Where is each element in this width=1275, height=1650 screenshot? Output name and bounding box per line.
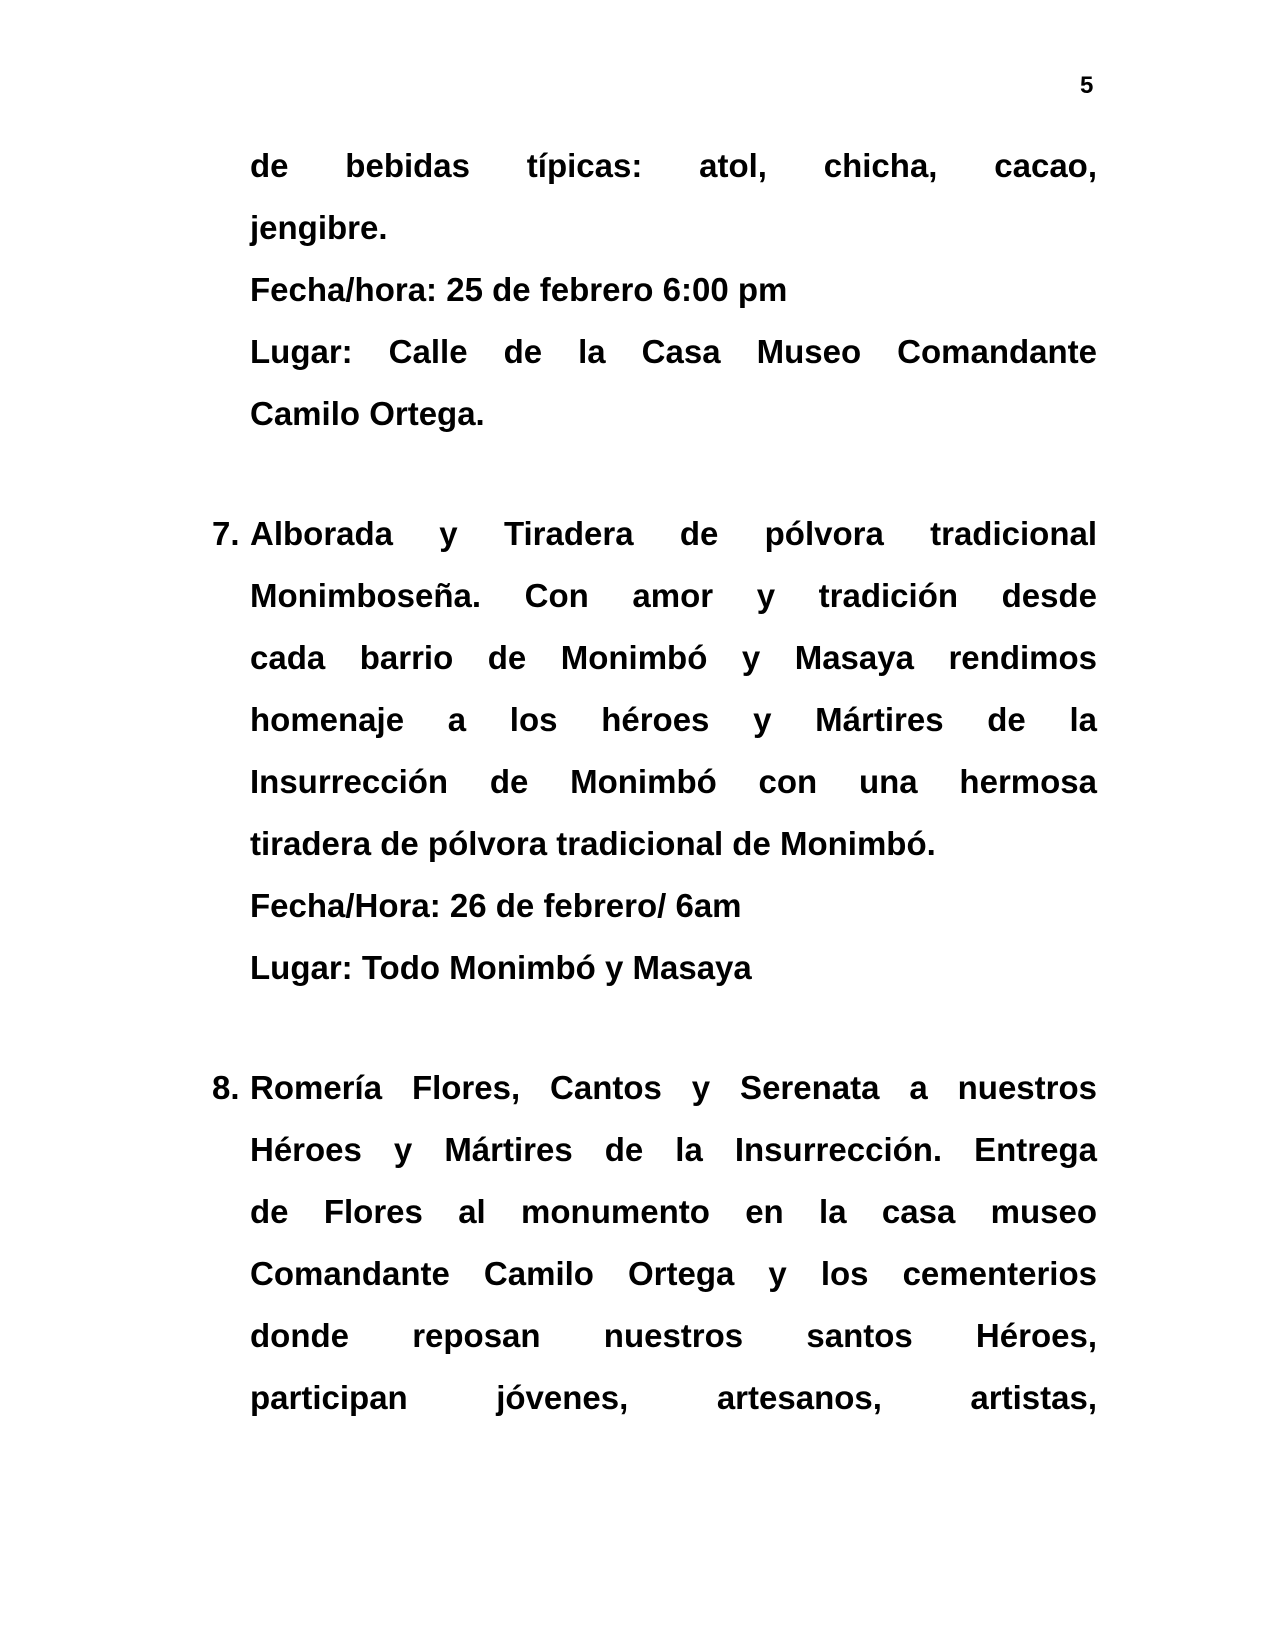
text-line: Monimboseña. Con amor y tradición desde (250, 577, 1097, 614)
text-line: donde reposan nuestros santos Héroes, (250, 1317, 1097, 1354)
text-line: participan jóvenes, artesanos, artistas, (250, 1379, 1097, 1416)
text-line: Alborada y Tiradera de pólvora tradicional (250, 515, 1097, 552)
event-datetime: Fecha/Hora: 26 de febrero/ 6am (250, 887, 742, 924)
text-line: Comandante Camilo Ortega y los cementerios (250, 1255, 1097, 1292)
event-location-cont: Camilo Ortega. (250, 395, 485, 432)
list-number: 8. (212, 1069, 240, 1106)
text-line: jengibre. (250, 209, 388, 246)
text-line: de bebidas típicas: atol, chicha, cacao, (250, 147, 1097, 184)
text-line: de Flores al monumento en la casa museo (250, 1193, 1097, 1230)
page-number: 5 (1080, 72, 1094, 99)
text-line: Romería Flores, Cantos y Serenata a nuestros (250, 1069, 1097, 1106)
text-line: homenaje a los héroes y Mártires de la (250, 701, 1097, 738)
event-datetime: Fecha/hora: 25 de febrero 6:00 pm (250, 271, 788, 308)
text-line: tiradera de pólvora tradicional de Monimbó. (250, 825, 936, 862)
list-number: 7. (212, 515, 240, 552)
text-line: cada barrio de Monimbó y Masaya rendimos (250, 639, 1097, 676)
event-location: Lugar: Todo Monimbó y Masaya (250, 949, 752, 986)
event-location: Lugar: Calle de la Casa Museo Comandante (250, 333, 1097, 370)
text-line: Héroes y Mártires de la Insurrección. Entrega (250, 1131, 1097, 1168)
text-line: Insurrección de Monimbó con una hermosa (250, 763, 1097, 800)
